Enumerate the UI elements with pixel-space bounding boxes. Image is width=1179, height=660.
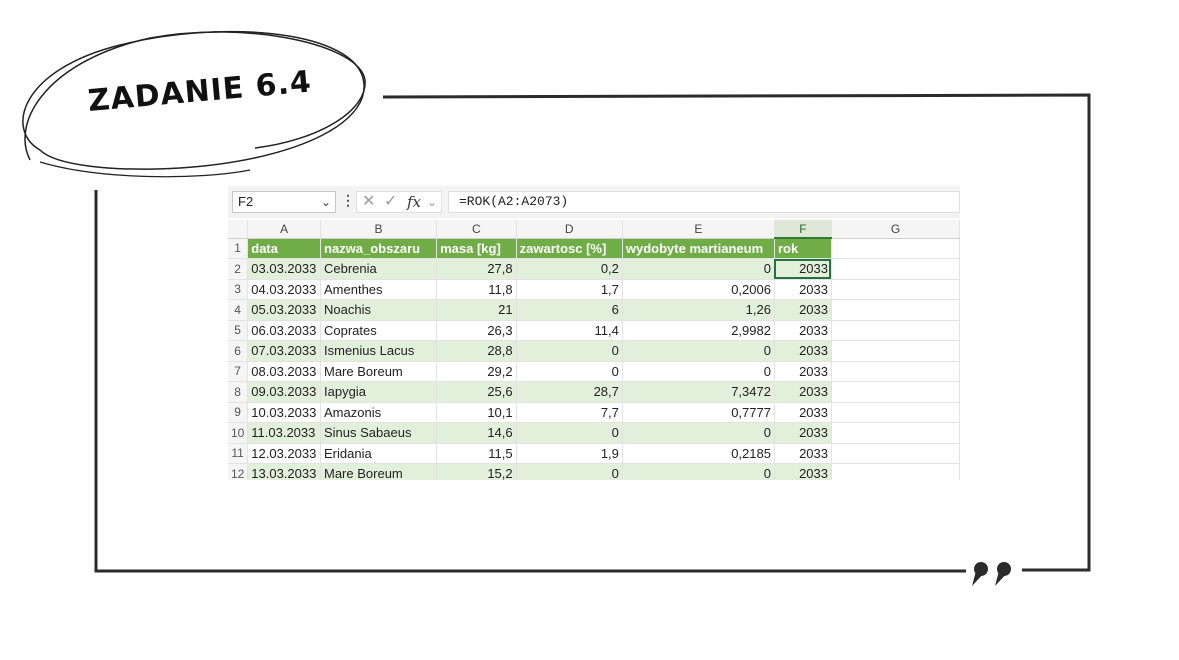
more-icon[interactable]: ⋮ [341,192,355,208]
cell[interactable]: 15,2 [437,464,517,481]
cell[interactable]: 28,7 [516,382,622,403]
row-header[interactable]: 11 [228,443,248,464]
row-header[interactable]: 6 [228,341,248,362]
row-header[interactable]: 12 [228,464,248,481]
cell[interactable]: 28,8 [437,341,517,362]
header-cell[interactable]: wydobyte martianeum [622,238,774,259]
page-title: ZADANIE 6.4 [86,64,314,119]
cell[interactable]: 2033 [774,423,831,444]
column-header-d[interactable]: D [516,220,622,238]
cancel-icon[interactable]: ✕ [362,193,376,210]
cell[interactable]: Eridania [321,443,437,464]
row-header[interactable]: 7 [228,361,248,382]
cell[interactable]: 12.03.2033 [248,443,321,464]
cell[interactable]: 0 [516,423,622,444]
table-row [228,259,960,280]
table-row [228,382,960,403]
table-row [228,443,960,464]
cell[interactable]: 1,9 [516,443,622,464]
cell[interactable]: 26,3 [437,320,517,341]
header-cell[interactable]: rok [774,238,831,259]
selected-cell[interactable]: 2033 [774,259,831,280]
column-header-e[interactable]: E [622,220,774,238]
formula-input[interactable]: =ROK(A2:A2073) [448,191,960,213]
row-header[interactable]: 10 [228,423,248,444]
row-header[interactable]: 5 [228,320,248,341]
cell[interactable]: 04.03.2033 [248,279,321,300]
cell[interactable]: 13.03.2033 [248,464,321,481]
cell[interactable]: 11.03.2033 [248,423,321,444]
cell[interactable]: 11,8 [437,279,517,300]
table-row [228,300,960,321]
row-header[interactable]: 3 [228,279,248,300]
cell[interactable]: 09.03.2033 [248,382,321,403]
cell[interactable]: 6 [516,300,622,321]
enter-icon[interactable]: ✓ [384,193,398,210]
cell[interactable] [831,382,959,403]
cell[interactable]: Iapygia [321,382,437,403]
name-box-value: F2 [238,194,254,209]
cell[interactable] [831,423,959,444]
cell[interactable]: Ismenius Lacus [321,341,437,362]
cell[interactable]: 2033 [774,361,831,382]
cell[interactable]: 10,1 [437,402,517,423]
cell[interactable]: 10.03.2033 [248,402,321,423]
spreadsheet-screenshot [228,186,960,480]
cell[interactable]: Amazonis [321,402,437,423]
cell[interactable]: 0 [516,341,622,362]
cell[interactable]: 29,2 [437,361,517,382]
row-header[interactable]: 9 [228,402,248,423]
cell[interactable]: 2033 [774,279,831,300]
cell[interactable] [831,464,959,481]
formula-controls [356,191,442,213]
quote-icon [972,562,1011,586]
cell[interactable]: 0 [516,464,622,481]
column-header-g[interactable]: G [831,220,959,238]
cell[interactable] [831,402,959,423]
cell[interactable]: 2033 [774,443,831,464]
table-row [228,464,960,481]
cell[interactable]: 03.03.2033 [248,259,321,280]
cell[interactable]: 2033 [774,382,831,403]
column-header-c[interactable]: C [437,220,517,238]
cell[interactable]: Mare Boreum [321,361,437,382]
cell[interactable]: 2033 [774,402,831,423]
cell[interactable]: 08.03.2033 [248,361,321,382]
cell[interactable]: 2033 [774,341,831,362]
header-cell[interactable]: zawartosc [%] [516,238,622,259]
cell[interactable] [831,259,959,280]
cell[interactable]: 0,2006 [622,279,774,300]
cell[interactable]: 07.03.2033 [248,341,321,362]
cell[interactable]: 06.03.2033 [248,320,321,341]
table-row [228,320,960,341]
cell[interactable]: Sinus Sabaeus [321,423,437,444]
header-row [228,238,960,259]
cell[interactable]: 11,5 [437,443,517,464]
cell[interactable]: 0 [622,341,774,362]
cell[interactable]: 2,9982 [622,320,774,341]
select-all-corner[interactable] [228,220,248,238]
cell[interactable]: 0,2 [516,259,622,280]
row-header[interactable]: 1 [228,238,248,259]
cell[interactable]: 0,2185 [622,443,774,464]
chevron-down-icon[interactable]: ⌄ [320,195,331,209]
cell[interactable] [831,320,959,341]
cell[interactable]: 1,26 [622,300,774,321]
cell[interactable] [831,361,959,382]
cell[interactable]: 2033 [774,464,831,481]
cell[interactable]: 0 [516,361,622,382]
table-row [228,361,960,382]
table-row [228,341,960,362]
cell[interactable]: 0,7777 [622,402,774,423]
cell[interactable] [831,300,959,321]
header-cell[interactable]: data [248,238,321,259]
table-row [228,402,960,423]
cell[interactable]: Mare Boreum [321,464,437,481]
cell[interactable]: 14,6 [437,423,517,444]
table-row [228,279,960,300]
cell[interactable]: 21 [437,300,517,321]
cell[interactable]: 05.03.2033 [248,300,321,321]
cell[interactable]: 2033 [774,300,831,321]
column-header-a[interactable]: A [248,220,321,238]
chevron-down-icon[interactable]: ⌄ [427,195,438,209]
cell[interactable]: Amenthes [321,279,437,300]
header-cell[interactable] [831,238,959,259]
row-header[interactable]: 8 [228,382,248,403]
cell-grid [228,220,960,480]
cell[interactable] [831,341,959,362]
cell[interactable]: 0 [622,361,774,382]
column-header-b[interactable]: B [321,220,437,238]
name-box[interactable] [232,191,336,213]
cell[interactable]: Coprates [321,320,437,341]
formula-bar [228,186,960,218]
cell[interactable] [831,279,959,300]
column-header-f[interactable]: F [774,220,831,238]
cell[interactable]: 11,4 [516,320,622,341]
cell[interactable]: Noachis [321,300,437,321]
row-header[interactable]: 4 [228,300,248,321]
table-row [228,423,960,444]
cell[interactable]: 0 [622,259,774,280]
cell[interactable]: 7,7 [516,402,622,423]
cell[interactable]: 25,6 [437,382,517,403]
cell[interactable]: 2033 [774,320,831,341]
cell[interactable]: 0 [622,464,774,481]
insert-function-icon[interactable]: fx [407,193,422,211]
cell[interactable]: 0 [622,423,774,444]
header-cell[interactable]: nazwa_obszaru [321,238,437,259]
cell[interactable]: 1,7 [516,279,622,300]
cell[interactable] [831,443,959,464]
row-header[interactable]: 2 [228,259,248,280]
cell[interactable]: 27,8 [437,259,517,280]
header-cell[interactable]: masa [kg] [437,238,517,259]
cell[interactable]: 7,3472 [622,382,774,403]
cell[interactable]: Cebrenia [321,259,437,280]
